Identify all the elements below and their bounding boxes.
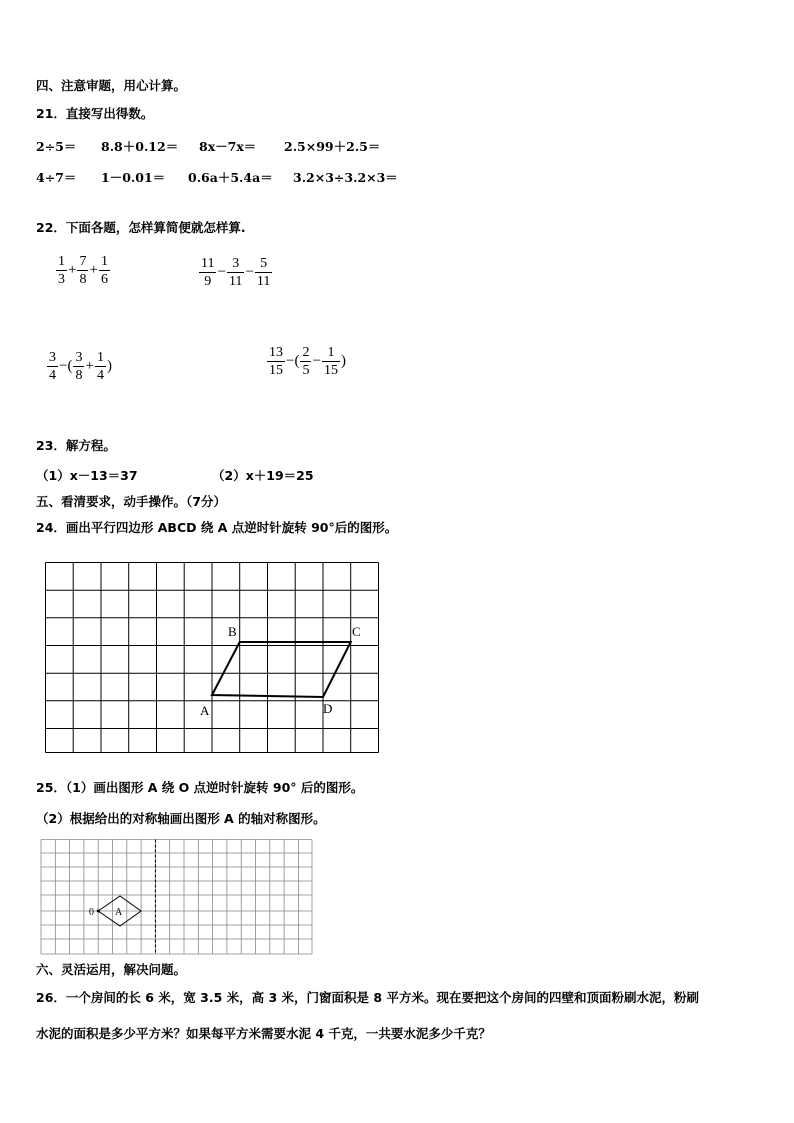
section5-heading: 五、看清要求，动手操作。（7分）	[36, 494, 226, 509]
q21-item: 1－0.01＝	[101, 170, 166, 185]
parallelogram-abcd	[212, 642, 351, 697]
vertex-label-a: A	[200, 703, 210, 718]
q21-item: 8x－7x＝	[199, 139, 257, 154]
section4-heading: 四、注意审题，用心计算。	[36, 78, 187, 93]
q22-expression-3: $\frac{3}{4}$ −( $\frac{3}{8}$ + $\frac{1}{4}$ )	[49, 350, 112, 383]
vertex-label-d: D	[323, 701, 333, 716]
q21-item: 8.8＋0.12＝	[101, 139, 179, 154]
shape-a-label: A	[115, 907, 123, 918]
q22-expression-2: $\frac{11}{9}$ − $\frac{3}{11}$ − $\frac{5}{11}$	[201, 256, 271, 289]
q25-part2-prompt: （2）根据给出的对称轴画出图形 A 的轴对称图形。	[36, 811, 326, 826]
section6-heading: 六、灵活运用，解决问题。	[36, 962, 187, 977]
q21-item: 0.6a＋5.4a＝	[188, 170, 273, 185]
fraction: $\frac{1}{6}$	[100, 254, 108, 287]
q21-prompt: 21．直接写出得数。	[36, 106, 154, 121]
q22-expression-4: $\frac{13}{15}$ −( $\frac{2}{5}$ − $\frac{1}{15}$ )	[269, 345, 346, 378]
q25-part1-prompt: 25．（1）画出图形 A 绕 O 点逆时针旋转 90° 后的图形。	[36, 780, 364, 795]
q25-grid-figure	[40, 838, 316, 958]
grid-lines	[46, 563, 379, 753]
q22-prompt: 22．下面各题，怎样算简便就怎样算.	[36, 220, 246, 235]
q26-text-line-2: 水泥的面积是多少平方米？如果每平方米需要水泥 4 千克，一共要水泥多少千克？	[36, 1026, 491, 1041]
fraction: $\frac{1}{3}$	[58, 254, 65, 287]
q21-item: 2.5×99＋2.5＝	[284, 139, 381, 154]
q21-item: 3.2×3÷3.2×3＝	[293, 170, 398, 185]
fraction: $\frac{7}{8}$	[79, 254, 87, 287]
point-o	[97, 910, 100, 913]
q21-item: 4÷7＝	[36, 170, 77, 185]
fraction: $\frac{2}{5}$	[302, 345, 310, 378]
point-o-label: 0	[89, 907, 94, 918]
vertex-label-c: C	[352, 624, 361, 639]
q24-prompt: 24．画出平行四边形 ABCD 绕 A 点逆时针旋转 90°后的图形。	[36, 520, 398, 535]
fraction: $\frac{3}{11}$	[228, 256, 243, 289]
fraction: $\frac{3}{4}$	[49, 350, 56, 383]
fraction: $\frac{1}{15}$	[323, 345, 338, 378]
vertex-label-b: B	[228, 624, 237, 639]
fraction: $\frac{11}{9}$	[201, 256, 215, 289]
q26-text-line-1: 26．一个房间的长 6 米，宽 3.5 米，高 3 米，门窗面积是 8 平方米。现在要把这个房间的四壁和顶面粉刷水泥，粉刷	[36, 990, 699, 1005]
q23-prompt: 23．解方程。	[36, 438, 116, 453]
q23-equation-1: （1）x－13＝37	[36, 468, 138, 483]
q22-expression-1: $\frac{1}{3}$ + $\frac{7}{8}$ + $\frac{1}{6}$	[58, 254, 108, 287]
q24-grid-figure	[40, 558, 386, 758]
q23-equation-2: （2）x＋19＝25	[212, 468, 314, 483]
fraction: $\frac{1}{4}$	[96, 350, 104, 383]
q21-item: 2÷5＝	[36, 139, 77, 154]
grid-lines	[41, 840, 312, 955]
fraction: $\frac{5}{11}$	[256, 256, 271, 289]
fraction: $\frac{3}{8}$	[75, 350, 83, 383]
fraction: $\frac{13}{15}$	[269, 345, 283, 378]
